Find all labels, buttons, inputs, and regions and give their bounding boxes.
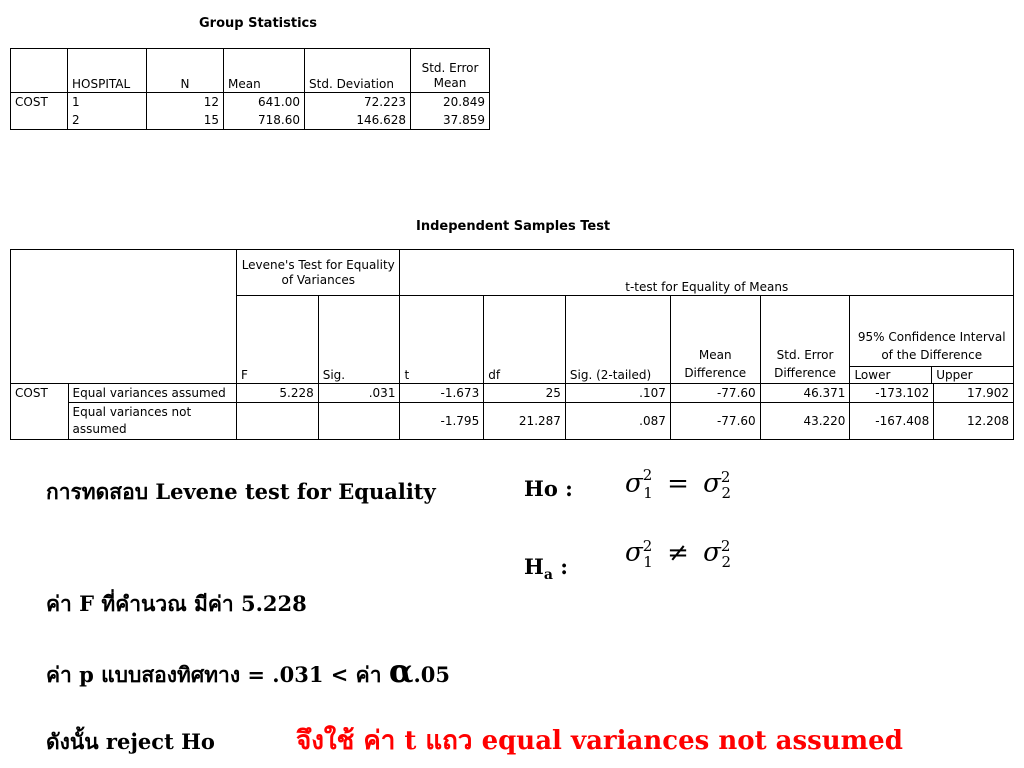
sig-cell — [318, 403, 400, 440]
lower-cell: -173.102 — [850, 384, 934, 403]
ho-expression: $\sigma^2_1 = \sigma^2_2$ — [625, 466, 732, 502]
f-cell — [237, 403, 319, 440]
upper-cell: 17.902 — [934, 384, 1014, 403]
col-sig-2tailed: Sig. (2-tailed) — [565, 296, 670, 384]
md-cell: -77.60 — [670, 384, 760, 403]
se-cell: 37.859 — [411, 111, 490, 130]
mean-cell: 718.60 — [224, 111, 305, 130]
col-hospital: HOSPITAL — [68, 49, 147, 93]
note-p-value: ค่า p แบบสองทิศทาง = .031 < ค่า α.05 — [46, 652, 450, 690]
upper-cell: 12.208 — [934, 403, 1014, 440]
col-mean: Mean — [224, 49, 305, 93]
sed-cell: 43.220 — [760, 403, 850, 440]
ci-header-cell — [850, 296, 1014, 384]
col-t: t — [400, 296, 484, 384]
var-label: COST — [11, 93, 68, 112]
table-row — [11, 384, 1014, 403]
independent-test-table — [10, 249, 1014, 440]
note-use-t-row: จึงใช้ ค่า t แถว equal variances not assumed — [296, 726, 903, 756]
note-levene-test: การทดสอบ Levene test for Equality — [46, 479, 436, 504]
table-row — [11, 403, 1014, 440]
table-row — [11, 93, 490, 112]
ho-label: Ho : — [524, 476, 573, 501]
col-n: N — [147, 49, 224, 93]
t-cell: -1.673 — [400, 384, 484, 403]
var-label: COST — [11, 384, 69, 403]
row-label: Equal variances not assumed — [68, 403, 237, 440]
df-cell: 21.287 — [484, 403, 566, 440]
col-std-error-mean: Std. Error Mean — [411, 49, 490, 93]
n-cell: 12 — [147, 93, 224, 112]
sig-cell: .031 — [318, 384, 400, 403]
note-f-value: ค่า F ที่คำนวณ มีค่า 5.228 — [46, 591, 307, 616]
col-upper: Upper — [936, 368, 973, 382]
table-row — [11, 111, 490, 130]
ha-label: $H_a$ : — [524, 554, 568, 584]
group-statistics-title: Group Statistics — [199, 16, 317, 31]
col-sig: Sig. — [318, 296, 400, 384]
sig2-cell: .107 — [565, 384, 670, 403]
f-cell: 5.228 — [237, 384, 319, 403]
sd-cell: 72.223 — [305, 93, 411, 112]
sig2-cell: .087 — [565, 403, 670, 440]
se-cell: 20.849 — [411, 93, 490, 112]
col-std-deviation: Std. Deviation — [305, 49, 411, 93]
col-lower: Lower — [850, 367, 932, 383]
col-mean-difference: Mean Difference — [670, 296, 760, 384]
group-cell: 2 — [68, 111, 147, 130]
col-f: F — [237, 296, 319, 384]
mean-cell: 641.00 — [224, 93, 305, 112]
sed-cell: 46.371 — [760, 384, 850, 403]
levene-header: Levene's Test for Equality of Variances — [237, 250, 400, 296]
ci-header: 95% Confidence Interval of the Difference — [850, 326, 1013, 367]
ttest-header: t-test for Equality of Means — [400, 250, 1014, 296]
group-statistics-table — [10, 48, 490, 130]
t-cell: -1.795 — [400, 403, 484, 440]
lower-cell: -167.408 — [850, 403, 934, 440]
sd-cell: 146.628 — [305, 111, 411, 130]
note-conclusion: ดังนั้น reject Ho — [46, 729, 215, 754]
row-label: Equal variances assumed — [68, 384, 237, 403]
md-cell: -77.60 — [670, 403, 760, 440]
n-cell: 15 — [147, 111, 224, 130]
col-df: df — [484, 296, 566, 384]
group-cell: 1 — [68, 93, 147, 112]
ha-expression: $\sigma^2_1 \ne \sigma^2_2$ — [625, 537, 732, 571]
col-std-error-difference: Std. Error Difference — [760, 296, 850, 384]
df-cell: 25 — [484, 384, 566, 403]
independent-test-title: Independent Samples Test — [416, 219, 611, 234]
